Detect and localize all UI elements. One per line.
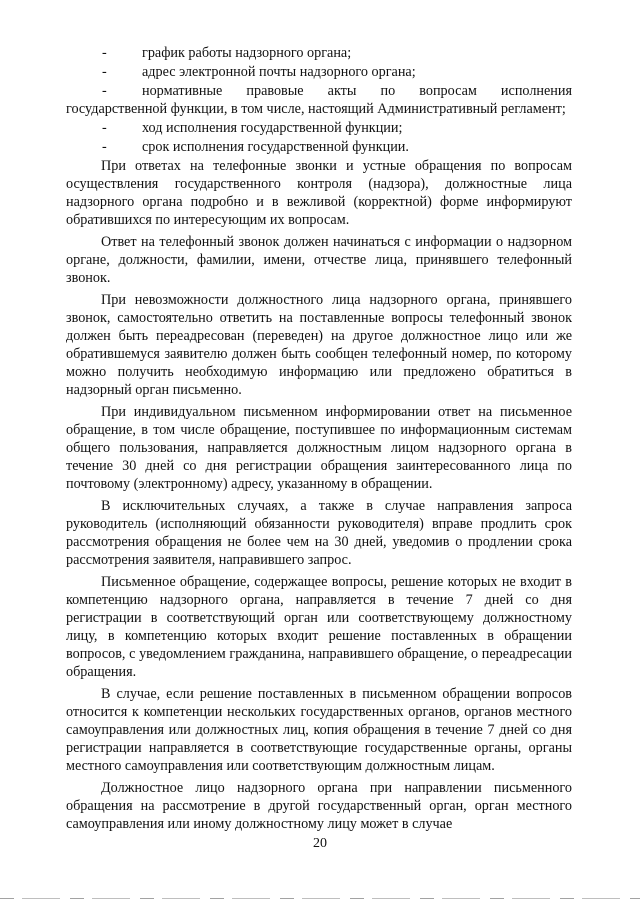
paragraph: При индивидуальном письменном информировании ответ на письменное обращение, в том числе обращение, поступившее по информационным системам общего пользования, направляется должностным лицом надзорного органа в течение 30 дней со дня регистрации обращения заинтересованного лица по почтовому (электронному) адресу, указанному в обращении.	[66, 404, 572, 492]
paragraph: При ответах на телефонные звонки и устные обращения по вопросам осуществления государственного контроля (надзора), должностные лица надзорного органа подробно и в вежливой (корректной) форме информируют обратившихся по интересующим их вопросам.	[66, 158, 572, 228]
page-number: 20	[313, 836, 327, 851]
bullet-text: график работы надзорного органа;	[142, 45, 352, 61]
bullet-text: срок исполнения государственной функции.	[142, 139, 409, 155]
bullet-continuation: государственной функции, в том числе, настоящий Административный регламент;	[66, 101, 566, 117]
paragraph: Ответ на телефонный звонок должен начинаться с информации о надзорном органе, должности, фамилии, имени, отчестве лица, принявшего телефонный звонок.	[66, 234, 572, 286]
bullet-dash: -	[102, 139, 107, 155]
bullet-item	[66, 63, 572, 81]
bullet-item	[66, 119, 572, 137]
paragraph: При невозможности должностного лица надзорного органа, принявшего звонок, самостоятельно ответить на поставленные вопросы телефонный звонок должен быть переадресован (переведен) на другое должностное лицо или же обратившемуся заявителю должен быть сообщен телефонный номер, по которому можно получить необходимую информацию или предложено обратиться в надзорный орган письменно.	[66, 292, 572, 398]
bullet-item	[66, 44, 572, 62]
bullet-dash: -	[102, 64, 107, 80]
bullet-text: адрес электронной почты надзорного органа;	[142, 64, 416, 80]
paragraph: В исключительных случаях, а также в случае направления запроса руководитель (исполняющий обязанности руководителя) вправе продлить срок рассмотрения обращения не более чем на 30 дней, уведомив о продлении срока рассмотрения заявителя, направившего запрос.	[66, 498, 572, 568]
paragraph: Письменное обращение, содержащее вопросы, решение которых не входит в компетенцию надзорного органа, направляется в течение 7 дней со дня регистрации в соответствующий орган или соответствующему должностному лицу, в компетенцию которых входит решение поставленных в обращении вопросов, с уведомлением гражданина, направившего обращение, о переадресации обращения.	[66, 574, 572, 680]
paragraph: Должностное лицо надзорного органа при направлении письменного обращения на рассмотрение в другой государственный орган, орган местного самоуправления или иному должностному лицу может в случае	[66, 780, 572, 832]
document-body	[66, 44, 572, 837]
bullet-dash: -	[102, 45, 107, 61]
scan-edge-line	[0, 898, 640, 899]
bullet-dash: -	[102, 83, 107, 99]
paragraph: В случае, если решение поставленных в письменном обращении вопросов относится к компетенции нескольких государственных органов, органов местного самоуправления или должностных лиц, копия обращения в течение 7 дней со дня регистрации направляется в соответствующие государственные органы, органы местного самоуправления или соответствующим должностным лицам.	[66, 686, 572, 774]
bullet-item	[66, 82, 572, 100]
bullet-text: ход исполнения государственной функции;	[142, 120, 403, 136]
bullet-item	[66, 138, 572, 156]
bullet-text: нормативные правовые акты по вопросам исполнения	[142, 83, 572, 99]
bullet-dash: -	[102, 120, 107, 136]
